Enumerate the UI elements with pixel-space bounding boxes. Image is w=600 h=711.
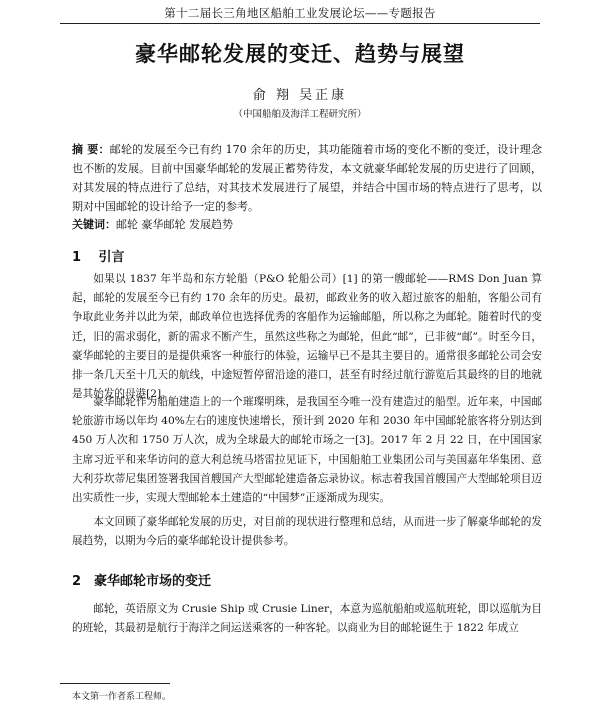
- market-paragraph-1: 邮轮，英语原文为 Crusie Ship 或 Crusie Liner，本意为巡航船舶或巡航班轮，即以巡航为目的班轮，其最初是航行于海洋之间运送乘客的一种客轮。以商业为目的邮轮诞生于 1822 年成立: [72, 603, 542, 635]
- running-header: 第十二届长三角地区船舶工业发展论坛——专题报告: [164, 6, 436, 20]
- section-title: 豪华邮轮市场的变迁: [94, 574, 212, 589]
- keywords: [72, 216, 542, 232]
- section-title: 引言: [98, 250, 125, 265]
- intro-paragraph-3: 本文回顾了豪华邮轮发展的历史，对目前的现状进行整理和总结，从而进一步了解豪华邮轮的发展趋势，以期为今后的豪华邮轮设计提供参考。: [72, 516, 542, 548]
- section-heading-introduction: [72, 246, 125, 265]
- keywords-label: 关键词：: [72, 218, 116, 231]
- abstract: [72, 140, 542, 216]
- abstract-text: 邮轮的发展至今已有约 170 余年的历史，其功能随着市场的变化不断的变迁，设计理念也不断的发展。目前中国豪华邮轮的发展正蓄势待发，本文就豪华邮轮发展的历史进行了回顾，对其发展的特点进行了总结，对其技术发展进行了展望，并结合中国市场的特点进行了思考，以期对中国邮轮的设计给予一定的参考。: [72, 143, 542, 213]
- intro-paragraph-1: 如果以 1837 年半岛和东方轮船（P&O 轮船公司）[1] 的第一艘邮轮——RMS Don Juan 算起，邮轮的发展至今已有约 170 余年的历史。最初，邮政业务的收入超过旅客的船舶，客船公司有争取此业务并以此为荣，邮政单位也选择优秀的客船作为运输邮船，所以称之为邮轮。随着时代的变迁，旧的需求弱化，新的需求不断产生，虽然这些称之为邮轮，但此“邮”，已非彼“邮”。时至今日，豪华邮轮的主要目的是提供乘客一种旅行的体验，运输早已不是其主要目的。通常很多邮轮公司会安排一条几天至十几天的航线，中途短暂停留沿途的港口，甚至有时经过航行游览后其最终的目的地就是其始发的母港[2]。: [72, 273, 542, 401]
- paper-authors: 俞 翔 吴正康: [252, 88, 348, 103]
- keywords-text: 邮轮 豪华邮轮 发展趋势: [116, 218, 233, 231]
- section-number: 1: [72, 250, 82, 265]
- section-heading-market: [72, 570, 211, 589]
- abstract-label: 摘 要：: [72, 143, 110, 156]
- header-rule: [60, 23, 540, 24]
- section-number: 2: [72, 574, 82, 589]
- paper-title: 豪华邮轮发展的变迁、趋势与展望: [135, 42, 465, 66]
- intro-paragraph-2: 豪华邮轮作为船舶建造上的一个璀璨明珠，是我国至今唯一没有建造过的船型。近年来，中国邮轮旅游市场以年均 40%左右的速度快速增长，预计到 2020 年和 2030 年中国邮轮旅客将分别达到 450 万人次和 1750 万人次，成为全球最大的邮轮市场之一[3]。2017 年 2 月 22 日，在中国国家主席习近平和来华访问的意大利总统马塔雷拉见证下，中国船舶工业集团公司与美国嘉年华集团、意大利芬坎蒂尼集团签署我国首艘国产大型邮轮建造备忘录协议。标志着我国首艘国产大型邮轮项目迈出实质性一步，实现大型邮轮本土建造的“中国梦”正逐渐成为现实。: [72, 396, 542, 505]
- footnote: 本文第一作者系工程师。: [72, 692, 172, 702]
- paper-affiliation: （中国船舶及海洋工程研究所）: [233, 109, 367, 120]
- footnote-rule: [60, 683, 170, 684]
